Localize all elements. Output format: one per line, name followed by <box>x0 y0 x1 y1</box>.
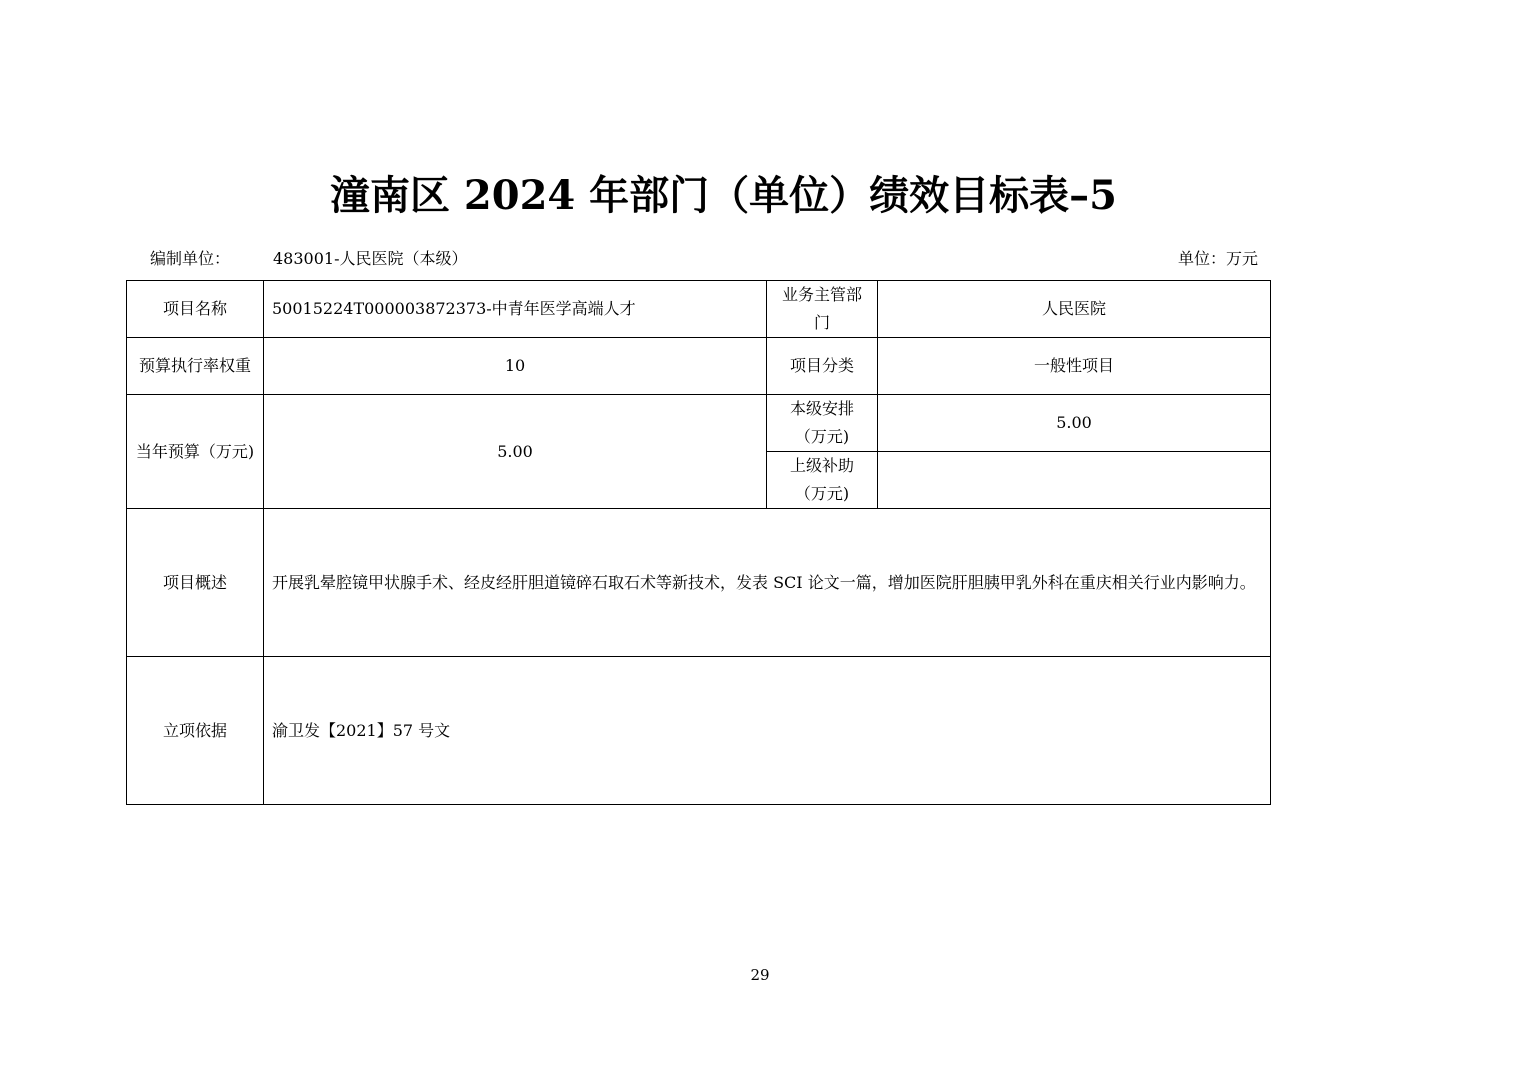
currency-unit: 单位：万元 <box>1177 249 1258 268</box>
weight-label: 预算执行率权重 <box>127 338 264 395</box>
category-value: 一般性项目 <box>878 338 1271 395</box>
basis-value: 渝卫发【2021】57 号文 <box>264 657 1271 805</box>
table-row <box>127 395 1271 452</box>
page-title: 潼南区 2024 年部门（单位）绩效目标表–5 <box>330 172 1118 219</box>
project-name-value: 50015224T000003872373-中青年医学高端人才 <box>264 281 767 338</box>
overview-value: 开展乳晕腔镜甲状腺手术、经皮经肝胆道镜碎石取石术等新技术，发表 SCI 论文一篇，增加医院肝胆胰甲乳外科在重庆相关行业内影响力。 <box>264 509 1271 657</box>
weight-value: 10 <box>264 338 767 395</box>
budget-value: 5.00 <box>264 395 767 509</box>
table-row <box>127 657 1271 805</box>
subsidy-value <box>878 452 1271 509</box>
performance-target-table <box>126 280 1271 805</box>
table-row <box>127 338 1271 395</box>
overview-label: 项目概述 <box>127 509 264 657</box>
category-label: 项目分类 <box>767 338 878 395</box>
local-label: 本级安排（万元) <box>767 395 878 452</box>
local-value: 5.00 <box>878 395 1271 452</box>
unit-value: 483001-人民医院（本级） <box>273 249 468 268</box>
budget-label: 当年预算（万元) <box>127 395 264 509</box>
dept-value: 人民医院 <box>878 281 1271 338</box>
page-number: 29 <box>750 966 770 984</box>
unit-label: 编制单位： <box>150 249 231 268</box>
table-row <box>127 281 1271 338</box>
subsidy-label: 上级补助（万元) <box>767 452 878 509</box>
table-row <box>127 509 1271 657</box>
basis-label: 立项依据 <box>127 657 264 805</box>
project-name-label: 项目名称 <box>127 281 264 338</box>
dept-label: 业务主管部门 <box>767 281 878 338</box>
